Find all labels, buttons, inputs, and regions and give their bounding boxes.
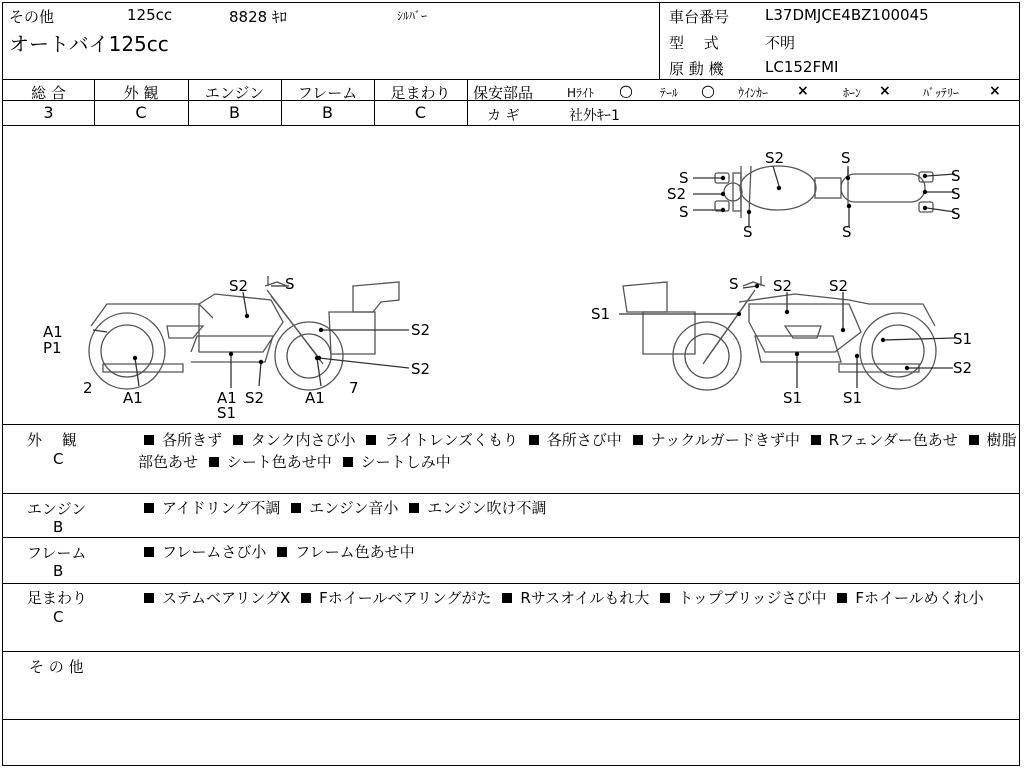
remark-item: アイドリング不調 [138, 499, 280, 517]
damage-mark: S2 [411, 321, 431, 339]
safety-parts-label: 保安部品 [473, 84, 534, 102]
remark-item: フレームさび小 [138, 543, 266, 561]
remark-item: Fホイールベアリングがた [295, 589, 491, 607]
damage-mark: S [743, 223, 753, 241]
overall-grade-label: 総 合 [31, 84, 66, 102]
exterior-remarks-list [138, 429, 1018, 473]
damage-mark: S2 [829, 277, 849, 295]
damage-mark: S2 [953, 359, 973, 377]
exterior-grade-label: 外 観 [123, 84, 159, 102]
model-value: 不明 [765, 34, 796, 52]
vehicle-type-title: オートバイ125cc [9, 32, 169, 56]
damage-mark: A1 [217, 389, 237, 407]
remark-item: Rフェンダー色あせ [805, 431, 958, 449]
key-value: 社外ｷｰ1 [569, 108, 620, 124]
frame-remarks-list [138, 541, 1018, 563]
damage-mark: S1 [953, 330, 973, 348]
damage-mark: S1 [843, 389, 863, 407]
engine-remarks-list [138, 497, 1018, 519]
remark-item: シートしみ中 [337, 453, 451, 471]
damage-mark: S2 [773, 277, 793, 295]
remark-item: 樹脂部色あせ [138, 431, 1017, 471]
remark-item: ライトレンズくもり [360, 431, 518, 449]
damage-mark: A1 [43, 323, 63, 341]
frame-remarks-grade: B [53, 562, 64, 580]
damage-mark: S1 [591, 305, 611, 323]
suspension-remarks-grade: C [53, 608, 64, 626]
taillight-status: ○ [701, 81, 715, 100]
horn-label: ﾎｰﾝ [843, 86, 862, 100]
frame-number-value: L37DMJCE4BZ100045 [765, 6, 929, 24]
remark-item: フレーム色あせ中 [271, 543, 414, 561]
color-text: ｼﾙﾊﾞｰ [397, 9, 428, 23]
damage-mark: S [842, 223, 852, 241]
exterior-remarks-grade: C [53, 450, 64, 468]
frame-grade-value: B [322, 103, 333, 122]
engine-grade-value: B [229, 103, 240, 122]
category-text: その他 [9, 8, 55, 26]
divider [3, 493, 1019, 494]
damage-mark: S2 [411, 360, 431, 378]
damage-mark: S [679, 203, 689, 221]
frame-number-label: 車台番号 [669, 8, 730, 26]
damage-mark: A1 [305, 389, 325, 407]
winker-status: × [797, 83, 809, 99]
damage-mark: S1 [783, 389, 803, 407]
winker-label: ｳｲﾝｶｰ [738, 86, 769, 100]
damage-mark: S2 [667, 185, 687, 203]
exterior-grade-value: C [135, 103, 147, 122]
damage-mark: S [679, 169, 689, 187]
damage-mark: S2 [765, 149, 785, 167]
damage-mark: A1 [123, 389, 143, 407]
remark-item: エンジン吹け不調 [403, 499, 546, 517]
remark-item: 各所さび中 [523, 431, 622, 449]
frame-remarks-label: フレーム [27, 544, 87, 562]
engine-grade-label: エンジン [204, 84, 265, 102]
suspension-grade-label: 足まわり [390, 84, 451, 102]
damage-mark: S [841, 149, 851, 167]
divider [3, 583, 1019, 584]
divider [3, 651, 1019, 652]
divider [467, 79, 468, 125]
remark-item: ステムベアリングX [138, 589, 290, 607]
damage-mark: S [285, 275, 295, 293]
damage-mark: S1 [217, 404, 237, 422]
damage-mark: S [951, 205, 961, 223]
battery-label: ﾊﾞｯﾃﾘｰ [923, 86, 960, 100]
damage-mark: 7 [349, 379, 359, 397]
damage-mark: S2 [245, 389, 265, 407]
model-label: 型 式 [669, 34, 719, 52]
header-divider [659, 3, 660, 79]
remark-item: タンク内さび小 [227, 431, 356, 449]
remark-item: ナックルガードきず中 [627, 431, 800, 449]
remark-item: エンジン音小 [285, 499, 398, 517]
battery-status: × [989, 83, 1001, 99]
headlight-label: Hﾗｲﾄ [567, 86, 595, 100]
engine-remarks-label: エンジン [27, 500, 87, 518]
headlight-status: ○ [619, 81, 633, 100]
remark-item: 各所きず [138, 431, 222, 449]
remark-item: Rサスオイルもれ大 [496, 589, 649, 607]
overall-grade-value: 3 [43, 103, 54, 122]
divider [3, 79, 1019, 80]
divider [3, 424, 1019, 425]
motorcycle-top-view [715, 166, 933, 218]
remark-item: シート色あせ中 [203, 453, 332, 471]
remark-item: Fホイールめくれ小 [831, 589, 983, 607]
suspension-remarks-label: 足まわり [27, 589, 88, 607]
displacement-text: 125cc [127, 6, 173, 24]
key-label: カ ギ [487, 108, 520, 124]
exterior-remarks-label: 外 観 [27, 431, 77, 449]
remark-item: トップブリッジさび中 [654, 589, 826, 607]
inspection-sheet [2, 2, 1020, 766]
damage-mark: S2 [229, 277, 249, 295]
suspension-remarks-list [138, 587, 1018, 609]
mileage-text: 8828 ｷﾛ [229, 8, 287, 26]
frame-grade-label: フレーム [297, 84, 358, 102]
damage-mark: S [729, 275, 739, 293]
engine-model-label: 原 動 機 [669, 60, 724, 78]
damage-mark: 2 [83, 379, 93, 397]
other-remarks-label: そ の 他 [29, 658, 84, 676]
damage-diagram [3, 126, 1019, 424]
damage-mark: S [951, 167, 961, 185]
engine-model-value: LC152FMI [765, 58, 839, 76]
engine-remarks-grade: B [53, 518, 64, 536]
divider [3, 719, 1019, 720]
taillight-label: ﾃｰﾙ [660, 86, 679, 100]
horn-status: × [879, 83, 891, 99]
suspension-grade-value: C [414, 103, 427, 122]
damage-mark: S [951, 185, 961, 203]
divider [3, 537, 1019, 538]
damage-mark: P1 [43, 339, 62, 357]
